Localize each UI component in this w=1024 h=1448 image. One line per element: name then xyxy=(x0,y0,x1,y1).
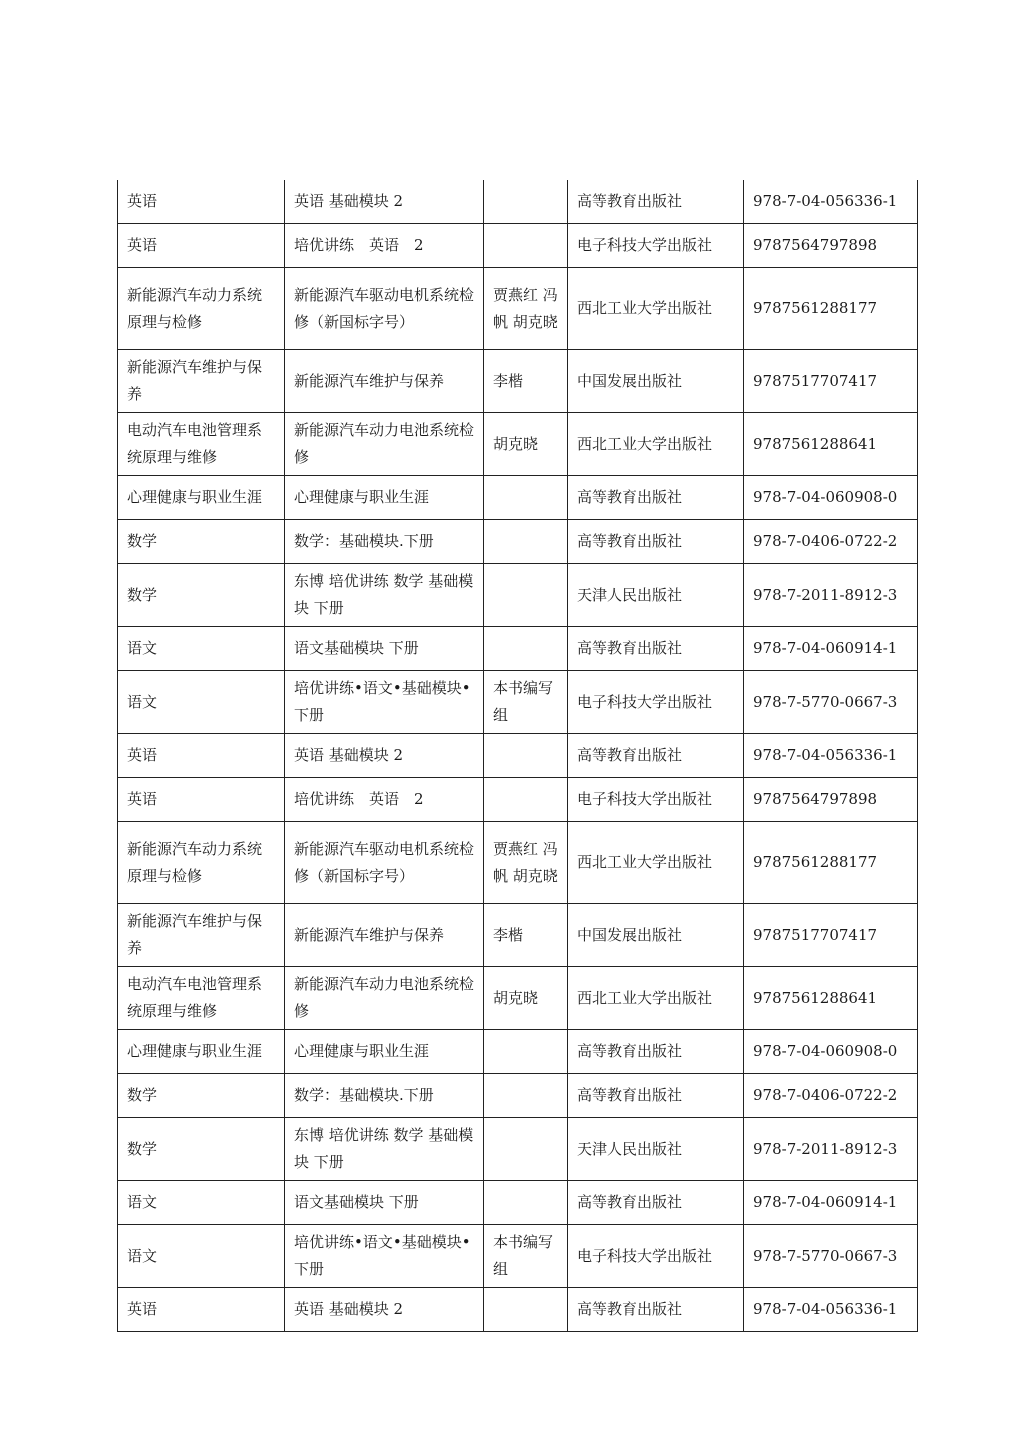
publisher-cell: 高等教育出版社 xyxy=(568,1288,744,1332)
course-cell: 英语 xyxy=(118,224,285,268)
table-row xyxy=(118,778,918,822)
course-cell: 英语 xyxy=(118,778,285,822)
isbn-cell: 978-7-04-056336-1 xyxy=(744,1288,918,1332)
author-cell xyxy=(484,734,568,778)
isbn-cell: 9787561288641 xyxy=(744,413,918,476)
isbn-cell: 9787517707417 xyxy=(744,904,918,967)
table-row xyxy=(118,564,918,627)
course-cell: 语文 xyxy=(118,671,285,734)
publisher-cell: 高等教育出版社 xyxy=(568,1074,744,1118)
author-cell: 贾燕红 冯 帆 胡克晓 xyxy=(484,822,568,904)
table-row xyxy=(118,967,918,1030)
isbn-cell: 978-7-04-060908-0 xyxy=(744,1030,918,1074)
book-title-cell: 英语 基础模块 2 xyxy=(285,734,484,778)
isbn-cell: 978-7-2011-8912-3 xyxy=(744,1118,918,1181)
course-cell: 新能源汽车动力系统原理与检修 xyxy=(118,822,285,904)
isbn-cell: 978-7-04-056336-1 xyxy=(744,734,918,778)
author-cell: 贾燕红 冯 帆 胡克晓 xyxy=(484,268,568,350)
author-cell: 胡克晓 xyxy=(484,967,568,1030)
isbn-cell: 9787517707417 xyxy=(744,350,918,413)
author-cell xyxy=(484,564,568,627)
table-row xyxy=(118,904,918,967)
course-cell: 数学 xyxy=(118,1074,285,1118)
table-row xyxy=(118,1181,918,1225)
author-cell xyxy=(484,1030,568,1074)
publisher-cell: 西北工业大学出版社 xyxy=(568,413,744,476)
book-title-cell: 英语 基础模块 2 xyxy=(285,1288,484,1332)
publisher-cell: 电子科技大学出版社 xyxy=(568,224,744,268)
isbn-cell: 978-7-04-060914-1 xyxy=(744,627,918,671)
book-title-cell: 东博 培优讲练 数学 基础模块 下册 xyxy=(285,1118,484,1181)
table-row xyxy=(118,671,918,734)
publisher-cell: 中国发展出版社 xyxy=(568,904,744,967)
textbook-table xyxy=(117,180,918,1332)
course-cell: 语文 xyxy=(118,1225,285,1288)
publisher-cell: 高等教育出版社 xyxy=(568,1181,744,1225)
table-row xyxy=(118,476,918,520)
book-title-cell: 数学：基础模块.下册 xyxy=(285,520,484,564)
author-cell xyxy=(484,627,568,671)
isbn-cell: 978-7-5770-0667-3 xyxy=(744,1225,918,1288)
book-title-cell: 培优讲练•语文•基础模块•下册 xyxy=(285,671,484,734)
table-row xyxy=(118,350,918,413)
author-cell: 本书编写组 xyxy=(484,671,568,734)
publisher-cell: 电子科技大学出版社 xyxy=(568,671,744,734)
book-title-cell: 心理健康与职业生涯 xyxy=(285,1030,484,1074)
publisher-cell: 高等教育出版社 xyxy=(568,180,744,224)
course-cell: 电动汽车电池管理系统原理与维修 xyxy=(118,413,285,476)
book-title-cell: 培优讲练•语文•基础模块•下册 xyxy=(285,1225,484,1288)
author-cell xyxy=(484,520,568,564)
book-title-cell: 英语 基础模块 2 xyxy=(285,180,484,224)
author-cell xyxy=(484,1181,568,1225)
author-cell xyxy=(484,180,568,224)
table-row xyxy=(118,413,918,476)
table-row xyxy=(118,627,918,671)
book-title-cell: 培优讲练 英语 2 xyxy=(285,778,484,822)
isbn-cell: 9787561288177 xyxy=(744,822,918,904)
book-title-cell: 培优讲练 英语 2 xyxy=(285,224,484,268)
isbn-cell: 978-7-5770-0667-3 xyxy=(744,671,918,734)
table-row xyxy=(118,734,918,778)
author-cell xyxy=(484,778,568,822)
table-row xyxy=(118,1288,918,1332)
table-row xyxy=(118,180,918,224)
book-title-cell: 新能源汽车驱动电机系统检修（新国标字号） xyxy=(285,822,484,904)
publisher-cell: 西北工业大学出版社 xyxy=(568,822,744,904)
course-cell: 心理健康与职业生涯 xyxy=(118,1030,285,1074)
publisher-cell: 电子科技大学出版社 xyxy=(568,1225,744,1288)
book-title-cell: 东博 培优讲练 数学 基础模块 下册 xyxy=(285,564,484,627)
publisher-cell: 高等教育出版社 xyxy=(568,734,744,778)
author-cell: 胡克晓 xyxy=(484,413,568,476)
publisher-cell: 天津人民出版社 xyxy=(568,564,744,627)
book-title-cell: 新能源汽车动力电池系统检修 xyxy=(285,967,484,1030)
table-row xyxy=(118,520,918,564)
book-title-cell: 新能源汽车维护与保养 xyxy=(285,904,484,967)
table-row xyxy=(118,1074,918,1118)
isbn-cell: 9787564797898 xyxy=(744,778,918,822)
book-title-cell: 新能源汽车维护与保养 xyxy=(285,350,484,413)
course-cell: 电动汽车电池管理系统原理与维修 xyxy=(118,967,285,1030)
author-cell xyxy=(484,1118,568,1181)
publisher-cell: 高等教育出版社 xyxy=(568,476,744,520)
table-row xyxy=(118,1030,918,1074)
book-title-cell: 语文基础模块 下册 xyxy=(285,627,484,671)
isbn-cell: 9787561288641 xyxy=(744,967,918,1030)
course-cell: 新能源汽车动力系统原理与检修 xyxy=(118,268,285,350)
course-cell: 数学 xyxy=(118,520,285,564)
course-cell: 新能源汽车维护与保养 xyxy=(118,350,285,413)
table-row xyxy=(118,224,918,268)
course-cell: 数学 xyxy=(118,1118,285,1181)
isbn-cell: 978-7-0406-0722-2 xyxy=(744,520,918,564)
table-row xyxy=(118,1225,918,1288)
course-cell: 新能源汽车维护与保养 xyxy=(118,904,285,967)
course-cell: 英语 xyxy=(118,1288,285,1332)
course-cell: 语文 xyxy=(118,627,285,671)
author-cell xyxy=(484,1288,568,1332)
publisher-cell: 高等教育出版社 xyxy=(568,520,744,564)
course-cell: 语文 xyxy=(118,1181,285,1225)
book-title-cell: 心理健康与职业生涯 xyxy=(285,476,484,520)
isbn-cell: 978-7-2011-8912-3 xyxy=(744,564,918,627)
book-title-cell: 语文基础模块 下册 xyxy=(285,1181,484,1225)
author-cell xyxy=(484,224,568,268)
isbn-cell: 978-7-0406-0722-2 xyxy=(744,1074,918,1118)
author-cell: 李楷 xyxy=(484,350,568,413)
isbn-cell: 978-7-04-060914-1 xyxy=(744,1181,918,1225)
book-title-cell: 新能源汽车动力电池系统检修 xyxy=(285,413,484,476)
course-cell: 英语 xyxy=(118,734,285,778)
isbn-cell: 978-7-04-060908-0 xyxy=(744,476,918,520)
author-cell xyxy=(484,1074,568,1118)
isbn-cell: 9787564797898 xyxy=(744,224,918,268)
publisher-cell: 西北工业大学出版社 xyxy=(568,967,744,1030)
publisher-cell: 高等教育出版社 xyxy=(568,627,744,671)
course-cell: 数学 xyxy=(118,564,285,627)
publisher-cell: 电子科技大学出版社 xyxy=(568,778,744,822)
table-row xyxy=(118,1118,918,1181)
isbn-cell: 978-7-04-056336-1 xyxy=(744,180,918,224)
publisher-cell: 天津人民出版社 xyxy=(568,1118,744,1181)
course-cell: 心理健康与职业生涯 xyxy=(118,476,285,520)
author-cell xyxy=(484,476,568,520)
course-cell: 英语 xyxy=(118,180,285,224)
book-title-cell: 新能源汽车驱动电机系统检修（新国标字号） xyxy=(285,268,484,350)
book-title-cell: 数学：基础模块.下册 xyxy=(285,1074,484,1118)
publisher-cell: 西北工业大学出版社 xyxy=(568,268,744,350)
publisher-cell: 高等教育出版社 xyxy=(568,1030,744,1074)
author-cell: 李楷 xyxy=(484,904,568,967)
isbn-cell: 9787561288177 xyxy=(744,268,918,350)
table-row xyxy=(118,268,918,350)
publisher-cell: 中国发展出版社 xyxy=(568,350,744,413)
table-row xyxy=(118,822,918,904)
author-cell: 本书编写组 xyxy=(484,1225,568,1288)
